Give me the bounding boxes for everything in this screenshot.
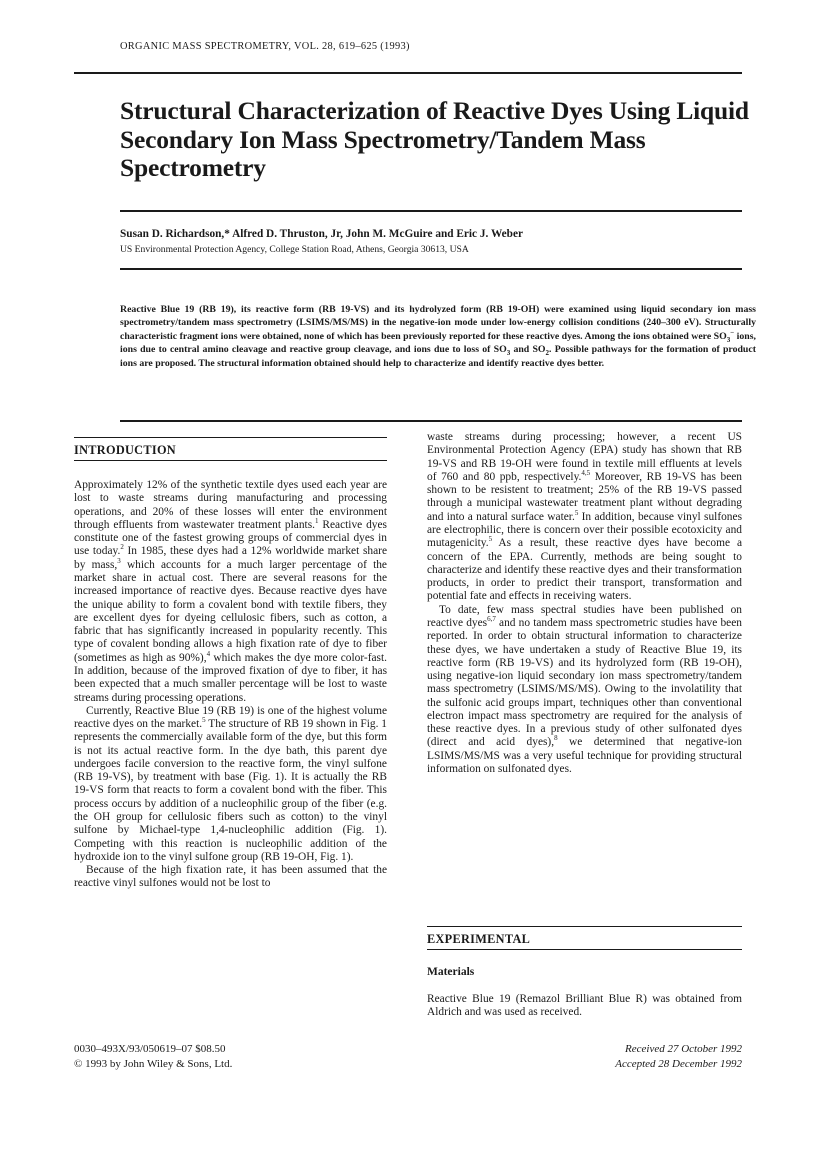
authors-rule <box>120 268 742 270</box>
intro-paragraph-1: Approximately 12% of the synthetic textile dyes used each year are lost to waste streams during manufacturing and processing operations, and 20% of these losses will enter the environment through effluents from wastewater treatment plants.$^1$ Reactive dyes constitute one of the fastest growing groups of commercial dyes in use today.$^2$ In 1985, these dyes had a 12% worldwide market share by mass,$^3$ which accounts for a much larger percentage of the market share in actual cost. There are several reasons for the increased importance of reactive dyes. Because reactive dyes have the unique ability to form a covalent bond with textile fibers, they are excellent dyes for dyeing cellulosic fibers, such as cotton, a fabric that has significantly increased in popularity recently. This type of covalent bonding allows a high fixation rate of dye to fiber (sometimes as high as 90%),$^4$ which makes the dye more color-fast. In addition, because of the improved fixation of dye to fiber, it has been expected that a much smaller percentage will be lost to waste streams during processing operations. <box>74 479 387 704</box>
introduction-heading: INTRODUCTION <box>74 443 176 457</box>
experimental-top-rule <box>427 926 742 927</box>
materials-text: Reactive Blue 19 (Remazol Brilliant Blue R) was obtained from Aldrich and was used as received. <box>427 993 742 1019</box>
intro-paragraph-5: To date, few mass spectral studies have been published on reactive dyes$^{6,7}$ and no tandem mass spectrometric studies have been reported. In order to obtain structural information to characterize these dyes, we have undertaken a study of Reactive Blue 19, its reactive form (RB 19-VS) and its hydrolyzed form (RB 19-OH), using negative-ion liquid secondary ion mass spectrometry/tandem mass spectrometry (LSIMS/MS/MS). Owing to the involatility that the sulfonic acid groups impart, techniques other than conventional electron impact mass spectrometry are required for the analysis of these reactive dyes. In a previous study of other sulfonated dyes (direct and acid dyes),$^8$ we determined that negative-ion LSIMS/MS/MS was a very useful technique for providing structural information on sulfonated dyes. <box>427 603 742 776</box>
introduction-top-rule <box>74 437 387 438</box>
article-title: Structural Characterization of Reactive Dyes Using Liquid Secondary Ion Mass Spectrometry/Tandem Mass Spectrometry <box>120 96 749 182</box>
experimental-bottom-rule <box>427 949 742 950</box>
abstract: Reactive Blue 19 (RB 19), its reactive form (RB 19-VS) and its hydrolyzed form (RB 19-OH) were examined using liquid secondary ion mass spectrometry/tandem mass spectrometry (LSIMS/MS/MS) in the negative-ion mode under low-energy collision conditions (240–300 eV). Structurally characteristic fragment ions were obtained, none of which has been previously reported for these reactive dyes. Among the ions obtained were $SO_3^-$ ions, ions due to central amino cleavage and reactive group cleavage, and ions due to loss of $SO_3$ and $SO_2$. Possible pathways for the formation of product ions are proposed. The structural information obtained should help to characterize and identify reactive dyes better. <box>120 304 757 369</box>
header-rule <box>74 72 742 74</box>
footer-dates <box>560 1042 742 1072</box>
introduction-bottom-rule <box>74 460 387 461</box>
author-list: Susan D. Richardson,* Alfred D. Thruston, Jr, John M. McGuire and Eric J. Weber <box>120 228 523 240</box>
footer-copyright: © 1993 by John Wiley & Sons, Ltd. <box>74 1058 233 1070</box>
intro-paragraph-4: waste streams during processing; however, a recent US Environmental Protection Agency (EPA) study has shown that RB 19-VS and RB 19-OH were found in textile mill effluents at levels of 760 and 80 ppb, respectively.$^{4,5}$ Moreover, RB 19-VS has been shown to be resistent to treatment; 25% of the RB 19-VS passed through a municipal wastewater treatment plant without degrading and into a natural surface water.$^5$ In addition, because vinyl sulfones are electrophilic, there is concern over their possible ecotoxicity and mutagenicity.$^5$ As a result, these reactive dyes have become a concern of the EPA. Currently, methods are being sought to characterize and identify these reactive dyes and their transformation products, in order to predict their transport, transformation and potential fate and effects in receiving waters. <box>427 431 742 603</box>
title-rule <box>120 210 742 212</box>
accepted-date: Accepted 28 December 1992 <box>615 1058 742 1070</box>
journal-header: ORGANIC MASS SPECTROMETRY, VOL. 28, 619–625 (1993) <box>120 41 410 52</box>
author-affiliation: US Environmental Protection Agency, College Station Road, Athens, Georgia 30613, USA <box>120 244 469 255</box>
footer-code: 0030–493X/93/050619–07 $08.50 <box>74 1043 226 1055</box>
right-column <box>427 431 742 776</box>
experimental-heading: EXPERIMENTAL <box>427 932 531 946</box>
left-column <box>74 479 387 891</box>
abstract-rule <box>120 420 742 422</box>
footer-publication-info <box>74 1042 232 1072</box>
materials-heading: Materials <box>427 966 475 978</box>
intro-paragraph-2: Currently, Reactive Blue 19 (RB 19) is one of the highest volume reactive dyes on the market.$^5$ The structure of RB 19 shown in Fig. 1 represents the commercially available form of the dye, but this form is not its actual reactive form. In the dye bath, this parent dye undergoes facile conversion to the reactive form, the vinyl sulfone (RB 19-VS), by treatment with base (Fig. 1). It is actually the RB 19-VS form that reacts to form a covalent bond with the fiber. This process occurs by addition of a nucleophilic group of the fiber (e.g. the OH group for cellulosic fibers such as cotton) to the vinyl sulfone by Michael-type 1,4-nucleophilic addition (Fig. 1). Competing with this reaction is nucleophilic addition of the hydroxide ion to the vinyl sulfone group (RB 19-OH, Fig. 1). <box>74 704 387 863</box>
received-date: Received 27 October 1992 <box>625 1043 742 1055</box>
intro-paragraph-3: Because of the high fixation rate, it has been assumed that the reactive vinyl sulfones would not be lost to <box>74 864 387 890</box>
